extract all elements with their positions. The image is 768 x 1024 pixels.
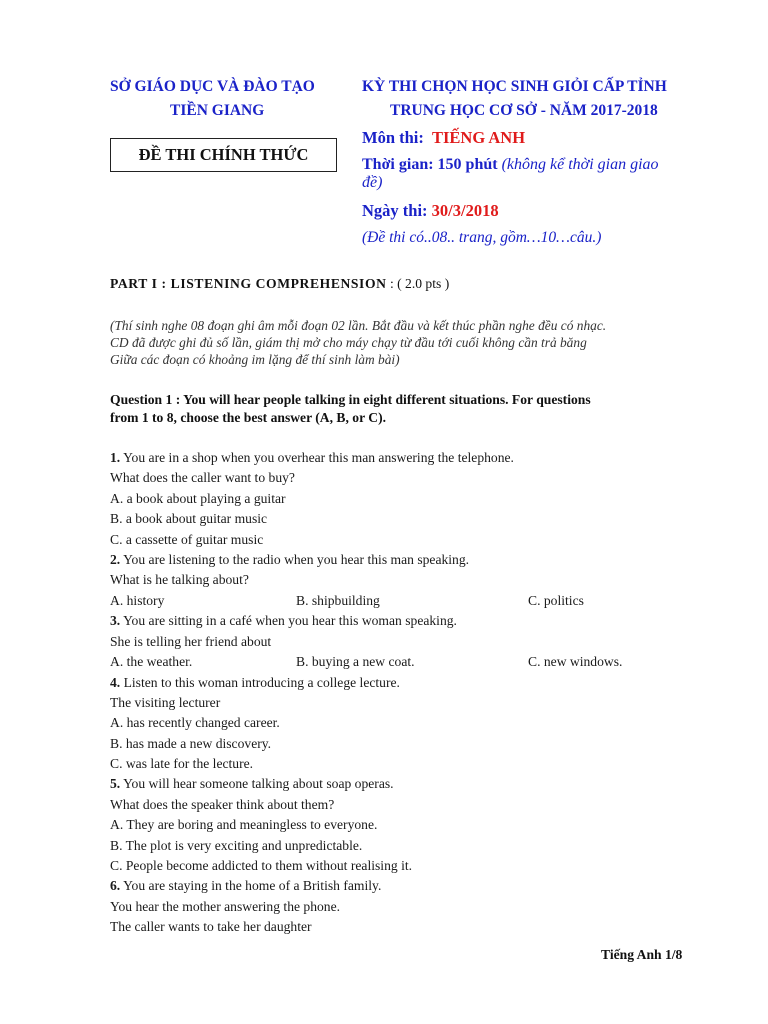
item-prompt-text: You are sitting in a café when you hear this woman speaking. [120, 613, 457, 628]
item-2-question: What is he talking about? [110, 572, 249, 587]
subject-line [362, 128, 525, 148]
item-3-option-b: B. buying a new coat. [296, 654, 415, 669]
listening-instructions [110, 317, 700, 368]
time-note-cont: đề) [362, 174, 383, 191]
question-1-line2: from 1 to 8, choose the best answer (A, B, or C). [110, 410, 386, 425]
item-number: 6. [110, 878, 121, 893]
subject-value: TIẾNG ANH [432, 128, 526, 147]
item-prompt-text: You are in a shop when you overhear this man answering the telephone. [120, 450, 514, 465]
date-label: Ngày thi: [362, 201, 428, 220]
department-province: TIỀN GIANG [170, 102, 265, 119]
exam-title: KỲ THI CHỌN HỌC SINH GIỎI CẤP TỈNH [362, 78, 667, 95]
item-2-prompt [110, 552, 469, 568]
date-value: 30/3/2018 [431, 201, 499, 220]
item-2-option-b: B. shipbuilding [296, 593, 380, 608]
item-number: 1. [110, 450, 121, 465]
item-6-question: You hear the mother answering the phone. [110, 899, 341, 914]
item-1-option-c: C. a cassette of guitar music [110, 532, 264, 547]
item-prompt-text: You will hear someone talking about soap operas. [120, 776, 394, 791]
item-number: 4. [110, 675, 121, 690]
item-4-option-c: C. was late for the lecture. [110, 756, 254, 771]
item-3-question: She is telling her friend about [110, 634, 272, 649]
item-6-prompt [110, 878, 381, 894]
page-footer: Tiếng Anh 1/8 [601, 947, 683, 962]
item-3-prompt [110, 613, 457, 629]
time-label: Thời gian: [362, 156, 434, 173]
item-2-option-a: A. history [110, 593, 165, 608]
item-prompt-text: You are listening to the radio when you hear this man speaking. [120, 552, 470, 567]
pages-note: (Đề thi có..08.. trang, gồm…10…câu.) [362, 229, 602, 246]
part-title: PART I : LISTENING COMPREHENSION [110, 276, 387, 291]
item-3-option-a: A. the weather. [110, 654, 193, 669]
subject-label: Môn thi: [362, 128, 424, 147]
item-2-option-c: C. politics [528, 593, 584, 608]
exam-subtitle: TRUNG HỌC CƠ SỞ - NĂM 2017-2018 [390, 102, 658, 119]
item-3-option-c: C. new windows. [528, 654, 623, 669]
question-1-line1: Question 1 : You will hear people talking in eight different situations. For questions [110, 392, 591, 407]
item-4-option-b: B. has made a new discovery. [110, 736, 272, 751]
item-4-question: The visiting lecturer [110, 695, 221, 710]
part-title-line [110, 276, 449, 292]
item-number: 2. [110, 552, 121, 567]
item-4-option-a: A. has recently changed career. [110, 715, 280, 730]
item-1-question: What does the caller want to buy? [110, 470, 295, 485]
item-5-prompt [110, 776, 394, 792]
item-prompt-text: Listen to this woman introducing a college lecture. [120, 675, 400, 690]
item-prompt-text: You are staying in the home of a British family. [120, 878, 382, 893]
time-note: (không kể thời gian giao [501, 156, 659, 173]
item-5-option-b: B. The plot is very exciting and unpredictable. [110, 838, 363, 853]
instruction-line: (Thí sinh nghe 08 đoạn ghi âm mỗi đoạn 02 lần. Bắt đầu và kết thúc phần nghe đều có nhạc. [110, 318, 607, 333]
time-line [362, 156, 659, 174]
instruction-line: CD đã được ghi đủ số lần, giám thị mở cho máy chạy từ đầu tới cuối không cần trả băng [110, 335, 587, 350]
date-line [362, 201, 499, 221]
item-1-option-a: A. a book about playing a guitar [110, 491, 286, 506]
time-value: 150 phút [437, 156, 498, 173]
official-exam-box: ĐỀ THI CHÍNH THỨC [110, 138, 337, 172]
instruction-line: Giữa các đoạn có khoảng im lặng để thí sinh làm bài) [110, 352, 400, 367]
item-1-prompt [110, 450, 514, 466]
item-number: 5. [110, 776, 121, 791]
item-5-question: What does the speaker think about them? [110, 797, 335, 812]
department-name: SỞ GIÁO DỤC VÀ ĐÀO TẠO [110, 78, 315, 95]
item-6-question-cont: The caller wants to take her daughter [110, 919, 312, 934]
item-5-option-c: C. People become addicted to them without realising it. [110, 858, 413, 873]
item-1-option-b: B. a book about guitar music [110, 511, 268, 526]
part-points: : ( 2.0 pts ) [386, 276, 450, 291]
item-4-prompt [110, 675, 400, 691]
item-5-option-a: A. They are boring and meaningless to everyone. [110, 817, 378, 832]
item-number: 3. [110, 613, 121, 628]
